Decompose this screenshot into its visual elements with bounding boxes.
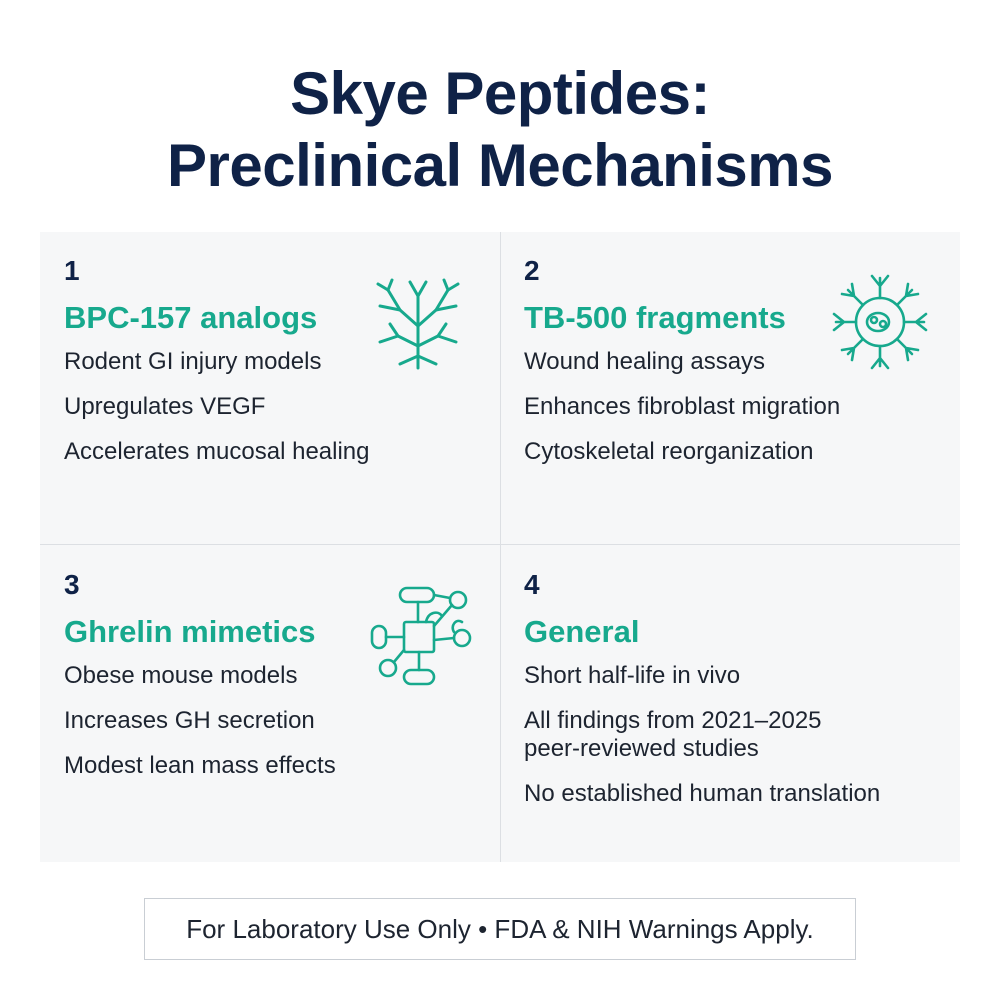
page-title xyxy=(0,58,1000,202)
disclaimer-box xyxy=(144,898,856,960)
card-number: 4 xyxy=(524,569,540,600)
mechanisms-grid xyxy=(40,232,960,862)
card-heading: BPC-157 analogs xyxy=(64,300,318,335)
card-number: 2 xyxy=(524,255,540,286)
cell-with-processes-icon xyxy=(828,270,932,379)
list-item: All findings from 2021–2025 peer-reviewed studies xyxy=(524,707,822,762)
grid-divider-horizontal xyxy=(40,544,960,545)
card-number: 3 xyxy=(64,569,80,600)
title-line-1: Skye Peptides: xyxy=(290,60,710,127)
list-item: Upregulates VEGF xyxy=(64,393,266,420)
card-heading: TB-500 fragments xyxy=(524,300,786,335)
list-item: Obese mouse models xyxy=(64,662,298,689)
list-item: Cytoskeletal reorganization xyxy=(524,438,814,465)
list-item: Increases GH secretion xyxy=(64,707,315,734)
card-heading: Ghrelin mimetics xyxy=(64,614,316,649)
list-item: Modest lean mass effects xyxy=(64,752,336,779)
card-number: 1 xyxy=(64,255,80,286)
molecular-network-icon xyxy=(366,582,476,697)
list-item: Accelerates mucosal healing xyxy=(64,438,370,465)
card-heading: General xyxy=(524,614,640,649)
list-item: No established human translation xyxy=(524,780,881,807)
title-line-2: Preclinical Mechanisms xyxy=(167,132,833,199)
list-item: Enhances fibroblast migration xyxy=(524,393,841,420)
list-item: Short half-life in vivo xyxy=(524,662,741,689)
list-item: Rodent GI injury models xyxy=(64,348,322,375)
card-list xyxy=(524,662,964,808)
disclaimer-text: For Laboratory Use Only • FDA & NIH Warnings Apply. xyxy=(186,913,814,944)
card-general xyxy=(524,568,964,825)
list-item: Wound healing assays xyxy=(524,348,766,375)
branching-vessels-icon xyxy=(370,276,466,377)
